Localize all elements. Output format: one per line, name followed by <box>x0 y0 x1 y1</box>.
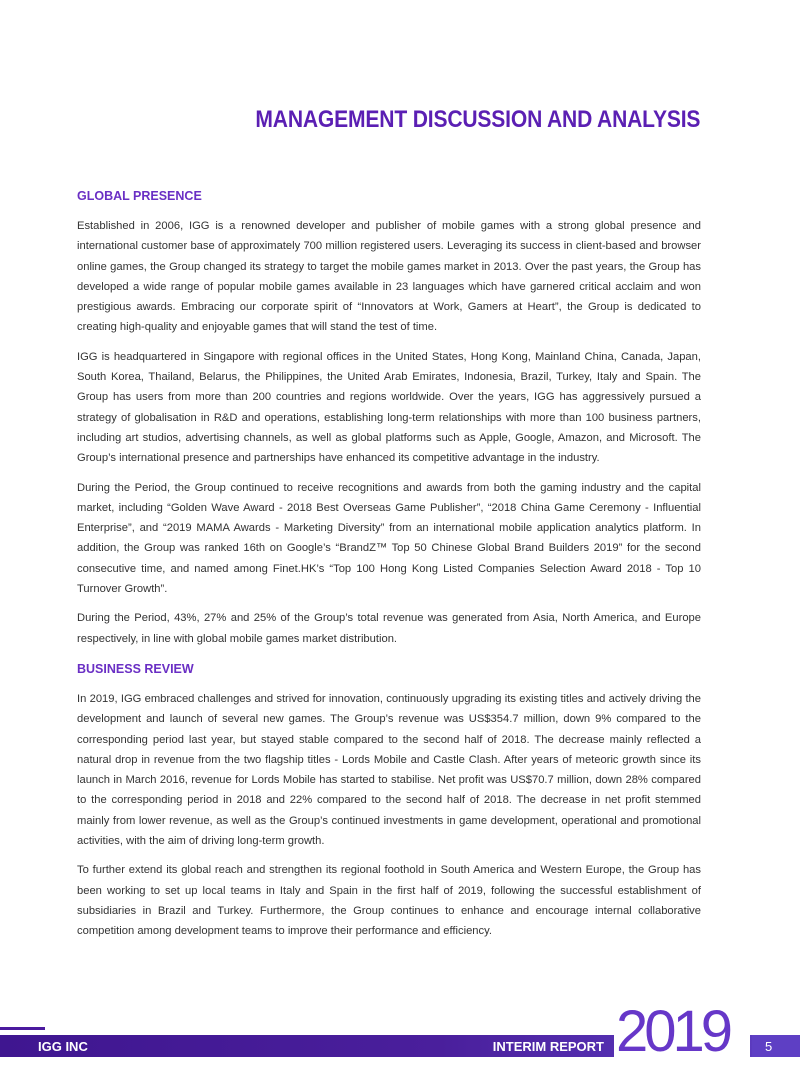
page-number-box <box>752 1035 800 1057</box>
footer-accent-line <box>0 1027 45 1030</box>
paragraph: To further extend its global reach and strengthen its regional foothold in South America and Western Europe, the Group has been working to set up local teams in Italy and Spain in the first half of 2019, following the successful establishment of subsidiaries in Brazil and Turkey. Furthermore, the Group continues to enhance and encourage internal collaborative competition among development teams to improve their performance and efficiency. <box>77 864 701 938</box>
document-body <box>77 188 701 951</box>
paragraph: In 2019, IGG embraced challenges and strived for innovation, continuously upgrading its existing titles and actively driving the development and launch of several new games. The Group’s revenue was US$354.7 million, down 9% compared to the corresponding period last year, but stayed stable compared to the second half of 2018. The decrease mainly reflected a natural drop in revenue from the two flagship titles - Lords Mobile and Castle Clash. After years of meteoric growth since its launch in March 2016, revenue for Lords Mobile has started to stabilise. Net profit was US$70.7 million, down 28% compared to the corresponding period in 2018 and 22% compared to the second half of 2018. The decrease in net profit stemmed mainly from lower revenue, as well as the Group’s continued investments in game development, operational and promotional activities, with the aim of driving long-term growth. <box>77 692 701 848</box>
footer-report-label: INTERIM REPORT <box>492 1039 604 1054</box>
footer-company-name: IGG INC <box>38 1039 88 1054</box>
section-heading-global-presence: GLOBAL PRESENCE <box>77 189 202 203</box>
page-title: MANAGEMENT DISCUSSION AND ANALYSIS <box>255 106 700 133</box>
paragraph: During the Period, the Group continued to receive recognitions and awards from both the gaming industry and the capital market, including “Golden Wave Award - 2018 Best Overseas Game Publisher”, “2018 China Game Ceremony - Influential Enterprise”, and “2019 MAMA Awards - Marketing Diversity” from an international mobile application analytics platform. In addition, the Group was ranked 16th on Google’s “BrandZ™ Top 50 Chinese Global Brand Builders 2019” for the second consecutive time, and named among Finet.HK’s “Top 100 Hong Kong Listed Companies Selection Award 2018 - Top 10 Turnover Growth”. <box>77 481 701 596</box>
paragraph: Established in 2006, IGG is a renowned developer and publisher of mobile games with a strong global presence and international customer base of approximately 700 million registered users. Leveraging its success in client-based and browser online games, the Group changed its strategy to target the mobile games market in 2013. Over the past years, the Group has developed a wide range of popular mobile games available in 23 languages which have garnered critical acclaim and won prestigious awards. Embracing our corporate spirit of “Innovators at Work, Gamers at Heart”, the Group is dedicated to creating high-quality and enjoyable games that will stand the test of time. <box>77 220 701 334</box>
paragraph: During the Period, 43%, 27% and 25% of the Group’s total revenue was generated from Asia, North America, and Europe respectively, in line with global mobile games market distribution. <box>77 612 701 645</box>
page-number: 5 <box>765 1039 773 1054</box>
paragraph: IGG is headquartered in Singapore with regional offices in the United States, Hong Kong, Mainland China, Canada, Japan, South Korea, Thailand, Belarus, the Philippines, the United Arab Emirates, Indonesia, Brazil, Turkey, Italy and Spain. The Group has users from more than 200 countries and regions worldwide. Over the years, IGG has aggressively pursued a strategy of globalisation in R&D and operations, establishing long-term relationships with more than 100 business partners, including art studios, advertising channels, as well as global platforms such as Apple, Google, Amazon, and Microsoft. The Group’s international presence and partnerships have enhanced its competitive advantage in the industry. <box>77 350 701 465</box>
section-heading-business-review: BUSINESS REVIEW <box>77 661 194 676</box>
footer-year-logo: 2019 <box>616 999 730 1064</box>
